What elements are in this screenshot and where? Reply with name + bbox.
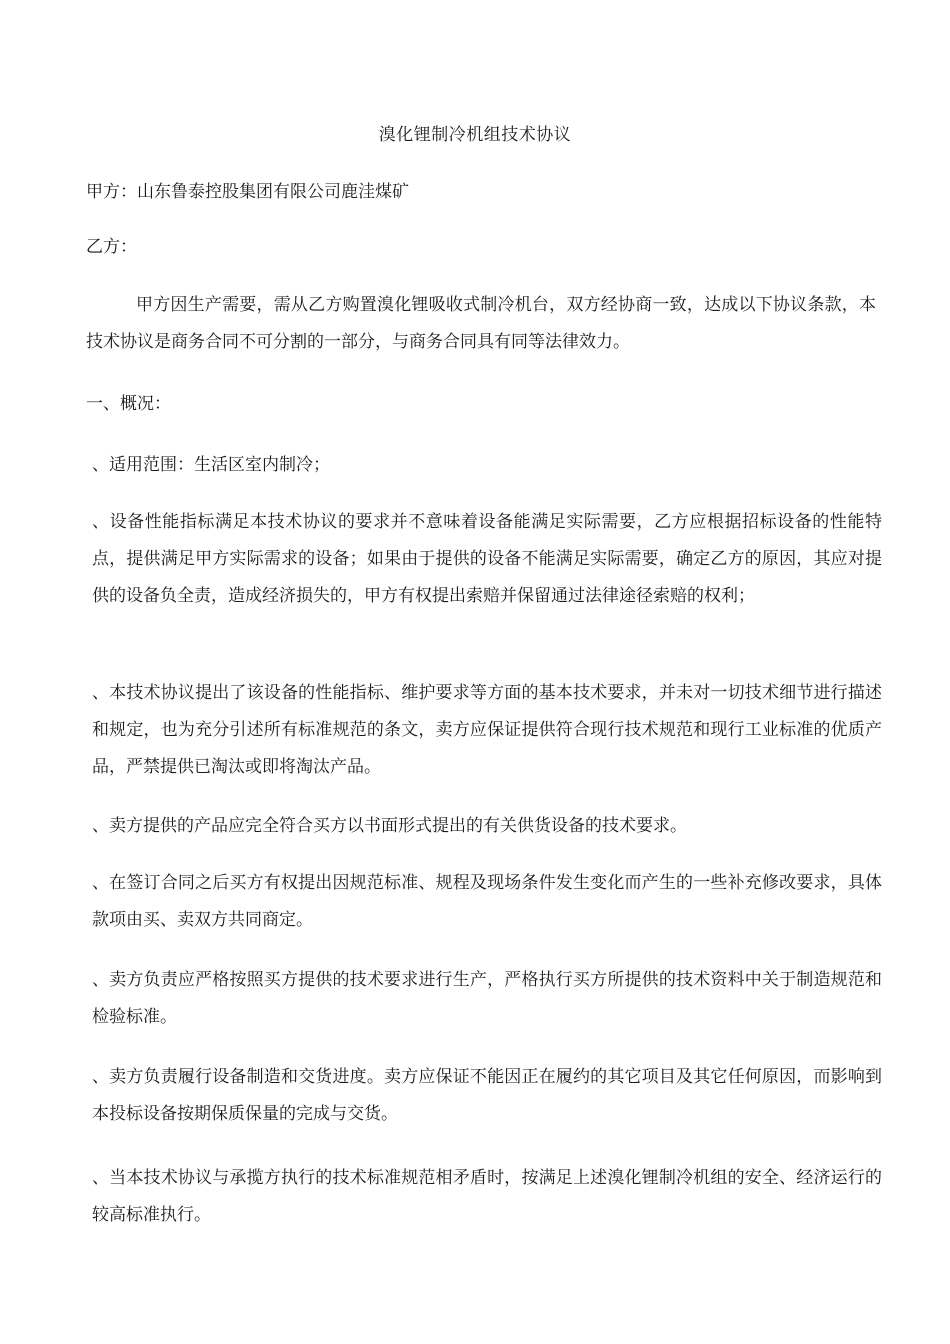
section-heading: 一、概况： bbox=[86, 394, 171, 414]
list-item: 、在签订合同之后买方有权提出因规范标准、规程及现场条件发生变化而产生的一些补充修改要求，具体款项由买、卖双方共同商定。 bbox=[92, 873, 882, 930]
list-item: 、卖方提供的产品应完全符合买方以书面形式提出的有关供货设备的技术要求。 bbox=[92, 816, 687, 836]
list-item: 、设备性能指标满足本技术协议的要求并不意味着设备能满足实际需要，乙方应根据招标设备的性能特点，提供满足甲方实际需求的设备；如果由于提供的设备不能满足实际需要，确定乙方的原因，其应对提供的设备负全责，造成经济损失的，甲方有权提出索赔并保留通过法律途径索赔的权利； bbox=[92, 512, 882, 606]
list-item: 、本技术协议提出了该设备的性能指标、维护要求等方面的基本技术要求，并未对一切技术细节进行描述和规定，也为充分引述所有标准规范的条文，卖方应保证提供符合现行技术规范和现行工业标准的优质产品，严禁提供已淘汰或即将淘汰产品。 bbox=[92, 683, 882, 777]
preamble-paragraph: 甲方因生产需要，需从乙方购置溴化锂吸收式制冷机台，双方经协商一致，达成以下协议条款，本技术协议是商务合同不可分割的一部分，与商务合同具有同等法律效力。 bbox=[86, 295, 876, 352]
list-item: 、当本技术协议与承揽方执行的技术标准规范相矛盾时，按满足上述溴化锂制冷机组的安全、经济运行的较高标准执行。 bbox=[92, 1168, 882, 1225]
document-title: 溴化锂制冷机组技术协议 bbox=[378, 125, 572, 145]
party-b: 乙方： bbox=[86, 237, 137, 257]
list-item: 、卖方负责应严格按照买方提供的技术要求进行生产，严格执行买方所提供的技术资料中关于制造规范和检验标准。 bbox=[92, 970, 882, 1027]
list-item: 、卖方负责履行设备制造和交货进度。卖方应保证不能因正在履约的其它项目及其它任何原因，而影响到本投标设备按期保质保量的完成与交货。 bbox=[92, 1067, 882, 1124]
list-item: 、适用范围：生活区室内制冷； bbox=[92, 455, 330, 475]
party-a: 甲方：山东鲁泰控股集团有限公司鹿洼煤矿 bbox=[86, 182, 409, 202]
